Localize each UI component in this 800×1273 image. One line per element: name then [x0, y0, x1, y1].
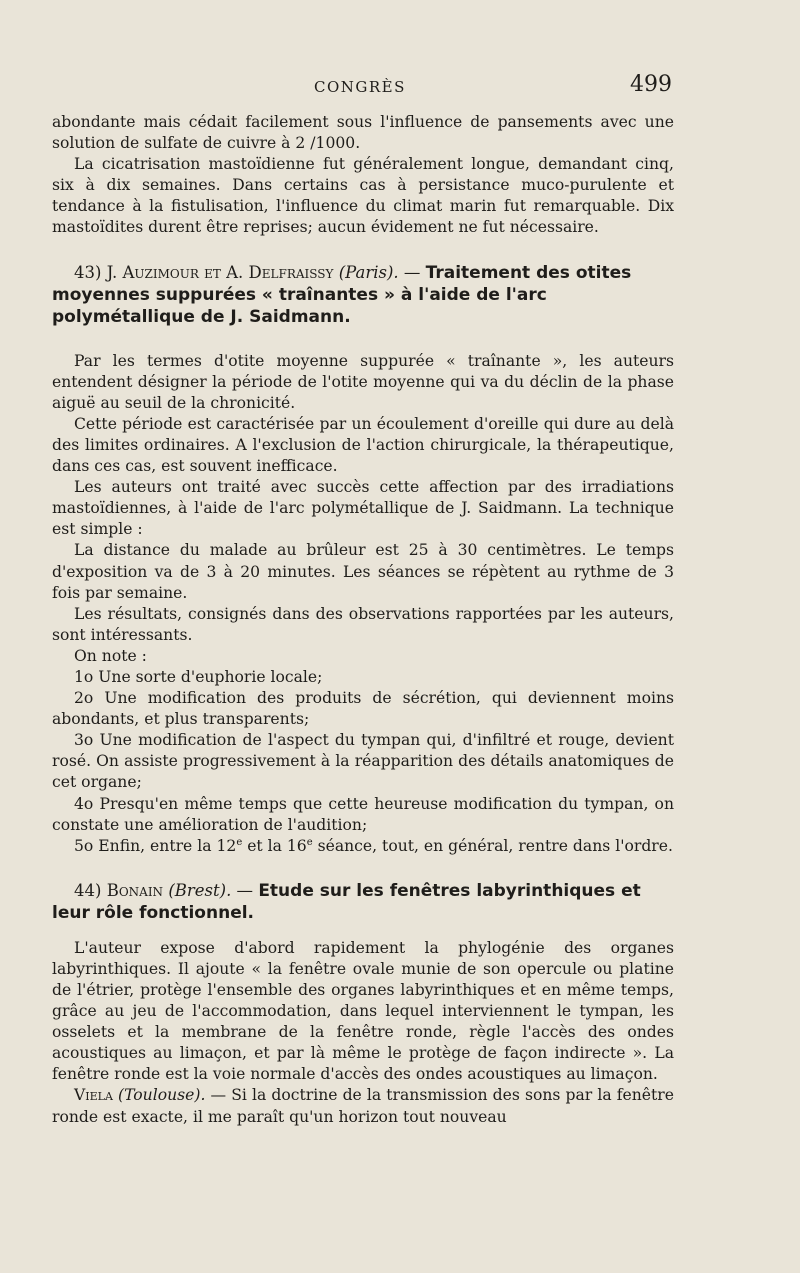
- superscript: e: [236, 836, 243, 848]
- article-43-list-item: 2o Une modification des produits de sécrétion, qui deviennent moins abondants, et plus transparents;: [52, 689, 674, 729]
- article-43-place: (Paris).: [338, 262, 399, 282]
- article-43-list-item: 3o Une modification de l'aspect du tympan qui, d'infiltré et rouge, devient rosé. On assiste progressivement à la réapparition des détails anatomiques de cet organe;: [52, 731, 674, 792]
- last-item-part-c: séance, tout, en général, rentre dans l'ordre.: [312, 836, 673, 855]
- superscript: e: [306, 836, 313, 848]
- viela-name: Viela: [74, 1086, 113, 1105]
- article-44-number: 44): [74, 880, 102, 900]
- article-44-paragraph-2: [52, 1085, 674, 1127]
- article-43-paragraph: La distance du malade au brûleur est 25 à 30 centimètres. Le temps d'exposition va de 3 à 20 minutes. Les séances se répètent au rythme de 3 fois par semaine.: [52, 541, 674, 602]
- article-43-heading: [52, 262, 674, 328]
- article-44-title: Etude sur les fenêtres labyrinthiques et leur rôle fonctionnel.: [52, 880, 641, 923]
- page-header: [52, 72, 672, 102]
- article-44-author: Bonain: [106, 880, 164, 900]
- article-43-paragraph: Les auteurs ont traité avec succès cette affection par des irradiations mastoïdiennes, à l'aide de l'arc polymétallique de J. Saidmann. La technique est simple :: [52, 478, 674, 539]
- article-43-list-item-last: [52, 836, 674, 857]
- viela-place: (Toulouse).: [118, 1086, 206, 1105]
- article-44-place: (Brest).: [168, 880, 232, 900]
- article-43-dash: —: [398, 262, 426, 282]
- article-43-authors: J. Auzimour et A. Delfraissy: [106, 262, 334, 282]
- intro-paragraph-1: abondante mais cédait facilement sous l'influence de pansements avec une solution de sulfate de cuivre à 2 /1000.: [52, 113, 674, 153]
- page-body: [52, 112, 674, 1128]
- article-43-number: 43): [74, 262, 102, 282]
- article-43-paragraph: Par les termes d'otite moyenne suppurée « traînante », les auteurs entendent désigner la période de l'otite moyenne qui va du déclin de la phase aiguë au seuil de la chronicité.: [52, 351, 674, 412]
- last-item-part-b: et la 16: [242, 836, 307, 855]
- article-43-list-item: 1o Une sorte d'euphorie locale;: [74, 667, 323, 686]
- article-44-paragraph-1: L'auteur expose d'abord rapidement la phylogénie des organes labyrinthiques. Il ajoute « la fenêtre ovale munie de son opercule ou platine de l'étrier, protège l'ensemble des organes labyrinthiques et en même temps, grâce au jeu de l'accommodation, dans lequel interviennent le tympan, les osselets et la membrane de la fenêtre ronde, règle l'accès des ondes acoustiques au limaçon, et par là même le protège de façon indirecte ». La fenêtre ronde est la voie normale d'accès des ondes acoustiques au limaçon.: [52, 938, 674, 1084]
- article-43-paragraph: Les résultats, consignés dans des observations rapportées par les auteurs, sont intéressants.: [52, 604, 674, 644]
- intro-paragraph-2: La cicatrisation mastoïdienne fut généralement longue, demandant cinq, six à dix semaines. Dans certains cas à persistance muco-purulente et tendance à la fistulisation, l'influence du climat marin fut remarquable. Dix mastoïdites durent être reprises; aucun évidement ne fut nécessaire.: [52, 155, 674, 237]
- article-43-title: Traitement des otites moyennes suppurées « traînantes » à l'aide de l'arc polymétallique de J. Saidmann.: [52, 262, 632, 327]
- viela-text: — Si la doctrine de la transmission des sons par la fenêtre ronde est exacte, il me paraît qu'un horizon tout nouveau: [52, 1086, 674, 1126]
- last-item-part-a: 5o Enfin, entre la 12: [74, 836, 237, 855]
- article-43-paragraph: On note :: [74, 646, 147, 665]
- article-44-dash: —: [231, 880, 259, 900]
- article-43-list-item: 4o Presqu'en même temps que cette heureuse modification du tympan, on constate une amélioration de l'audition;: [52, 794, 674, 834]
- article-43-paragraph: Cette période est caractérisée par un écoulement d'oreille qui dure au delà des limites ordinaires. A l'exclusion de l'action chirurgicale, la thérapeutique, dans ces cas, est souvent inefficace.: [52, 414, 674, 476]
- running-title: CONGRÈS: [314, 78, 406, 96]
- article-44-heading: [52, 880, 674, 924]
- page-number: 499: [630, 72, 672, 97]
